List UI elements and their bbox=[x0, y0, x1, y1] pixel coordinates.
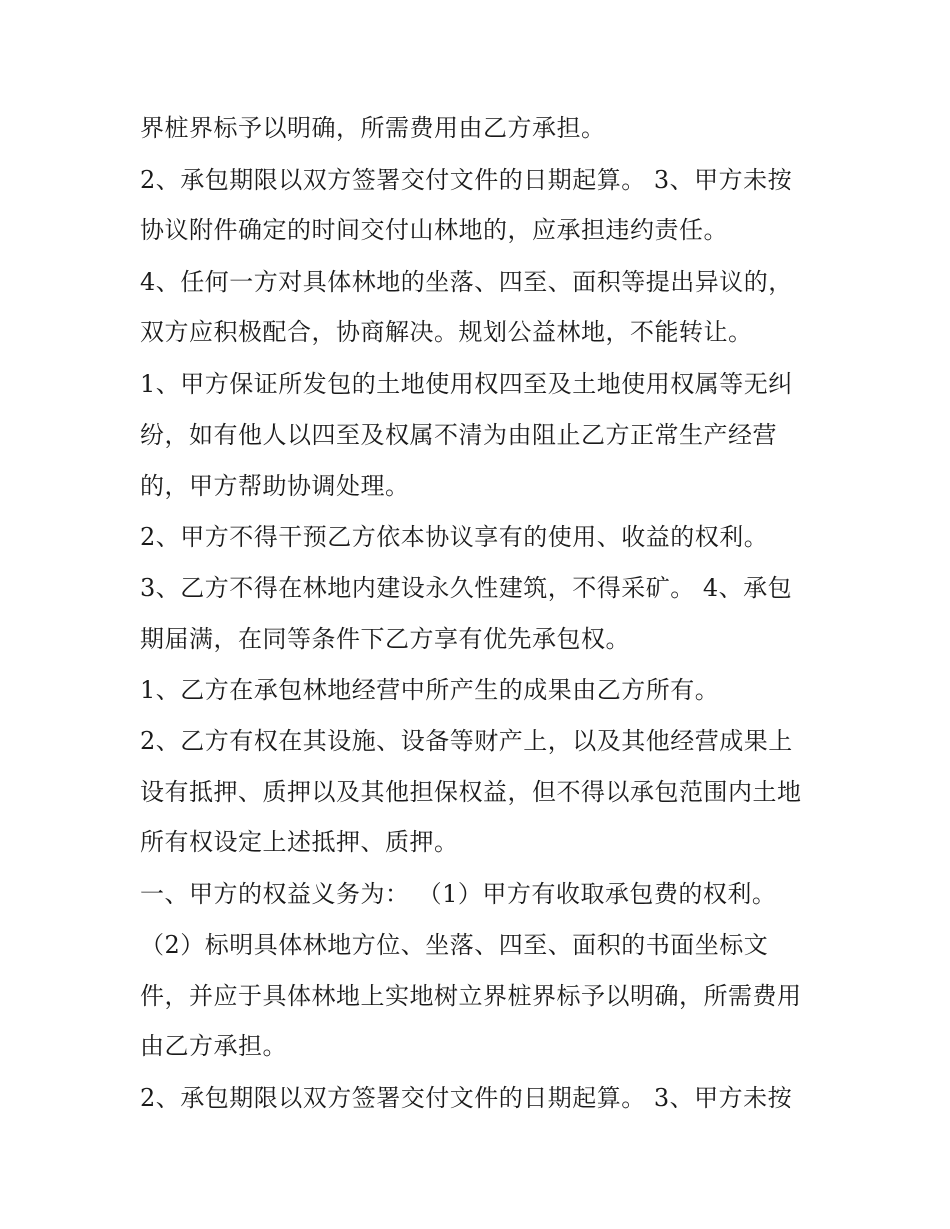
text-line-5: 双方应积极配合，协商解决。规划公益林地，不能转让。 bbox=[140, 318, 753, 346]
text-line-19: 由乙方承担。 bbox=[140, 1032, 287, 1060]
text-line-13: 2、乙方有权在其设施、设备等财产上，以及其他经营成果上 bbox=[140, 727, 793, 755]
text-line-18: 件，并应于具体林地上实地树立界桩界标予以明确，所需费用 bbox=[140, 982, 802, 1010]
text-line-3: 协议附件确定的时间交付山林地的，应承担违约责任。 bbox=[140, 216, 728, 244]
text-line-17: （2）标明具体林地方位、坐落、四至、面积的书面坐标文 bbox=[140, 931, 769, 959]
text-line-2: 2、承包期限以双方签署交付文件的日期起算。 3、甲方未按 bbox=[140, 166, 793, 194]
text-line-12: 1、乙方在承包林地经营中所产生的成果由乙方所有。 bbox=[140, 676, 720, 704]
text-line-16: 一、甲方的权益义务为： （1）甲方有收取承包费的权利。 bbox=[140, 880, 777, 908]
text-line-14: 设有抵押、质押以及其他担保权益，但不得以承包范围内土地 bbox=[140, 778, 802, 806]
text-line-20: 2、承包期限以双方签署交付文件的日期起算。 3、甲方未按 bbox=[140, 1084, 793, 1112]
text-line-4: 4、任何一方对具体林地的坐落、四至、面积等提出异议的， bbox=[140, 268, 793, 296]
text-line-15: 所有权设定上述抵押、质押。 bbox=[140, 828, 459, 856]
text-line-1: 界桩界标予以明确，所需费用由乙方承担。 bbox=[140, 114, 606, 142]
text-line-7: 纷，如有他人以四至及权属不清为由阻止乙方正常生产经营 bbox=[140, 421, 777, 449]
text-line-10: 3、乙方不得在林地内建设永久性建筑，不得采矿。 4、承包 bbox=[140, 574, 793, 602]
text-line-6: 1、甲方保证所发包的土地使用权四至及土地使用权属等无纠 bbox=[140, 370, 793, 398]
text-line-9: 2、甲方不得干预乙方依本协议享有的使用、收益的权利。 bbox=[140, 523, 769, 551]
text-line-11: 期届满，在同等条件下乙方享有优先承包权。 bbox=[140, 625, 630, 653]
text-line-8: 的，甲方帮助协调处理。 bbox=[140, 472, 410, 500]
